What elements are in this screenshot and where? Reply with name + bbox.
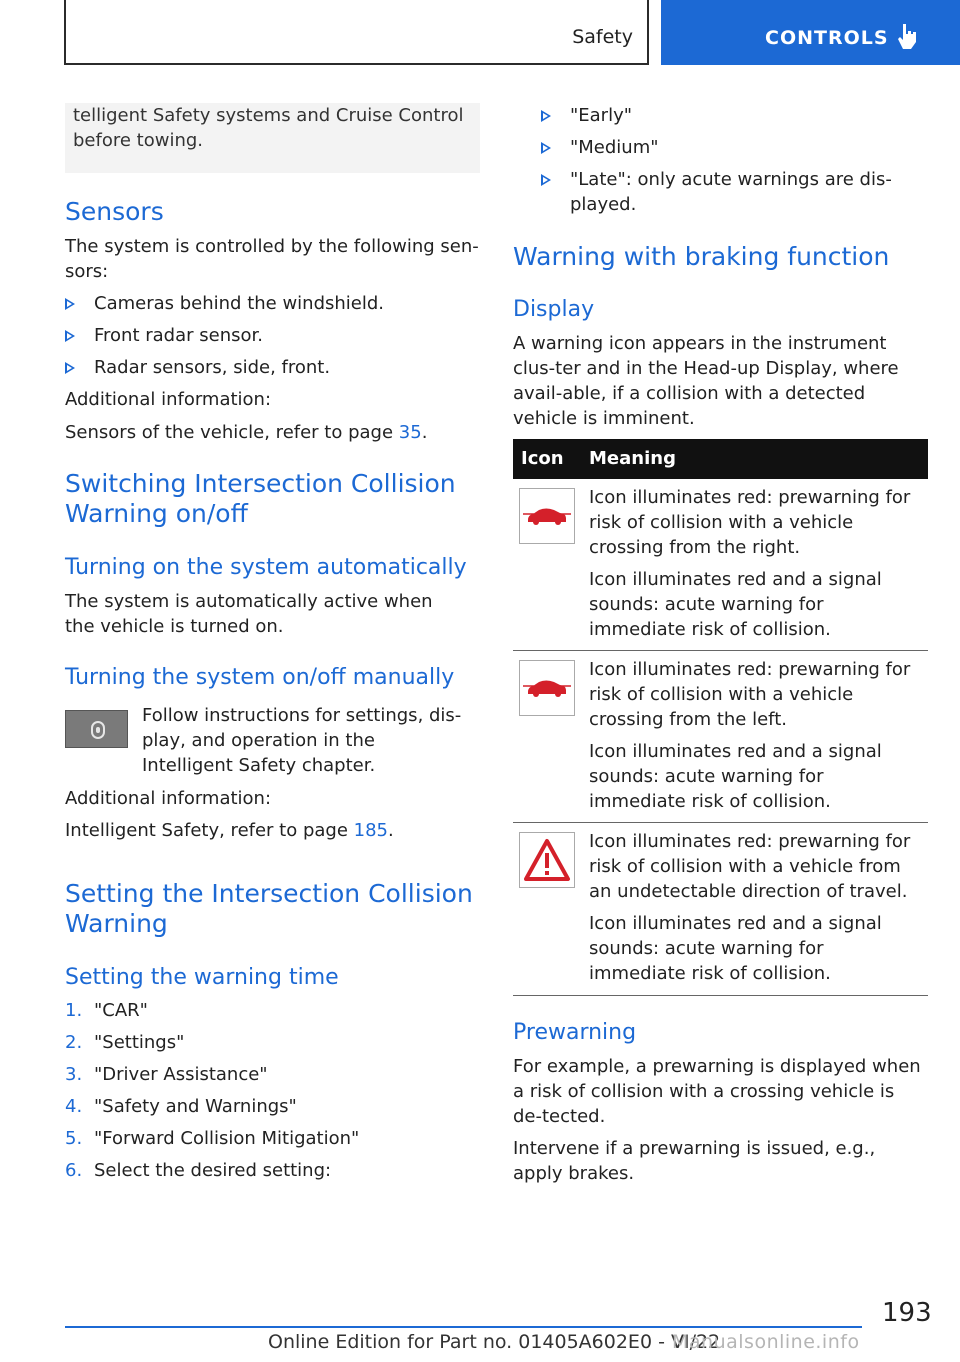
additional-info-label: Additional information: <box>65 389 272 410</box>
warning-triangle-icon <box>519 832 575 888</box>
page-number: 193 <box>882 1298 932 1328</box>
braking-heading: Warning with braking function <box>513 242 890 271</box>
list-item: Cameras behind the windshield. <box>65 291 480 316</box>
list-item: 6. Select the desired setting: <box>65 1160 332 1181</box>
table-row <box>513 651 928 823</box>
car-crossing-left-icon <box>519 660 575 716</box>
table-row <box>513 479 928 651</box>
meaning-prewarning: Icon illuminates red: prewarning for risk of collision with a vehicle crossing from the right. <box>589 487 911 558</box>
list-item: 2. "Settings" <box>65 1032 185 1053</box>
display-heading: Display <box>513 297 595 322</box>
towing-note <box>65 103 480 173</box>
manual-heading: Turning the system on/off manually <box>65 665 455 690</box>
list-item: 1. "CAR" <box>65 1000 148 1021</box>
list-item: 4. "Safety and Warnings" <box>65 1096 297 1117</box>
list-item: Front radar sensor. <box>65 323 480 348</box>
header-frame <box>64 0 649 65</box>
manual-text: Follow instructions for settings, dis-play, and operation in the Intelligent Safety chapter. <box>142 705 462 776</box>
setting-heading: Setting the Intersection Collision Warning <box>65 879 473 938</box>
chapter-title: CONTROLS <box>765 27 889 49</box>
table-row <box>513 823 928 996</box>
meaning-acute: Icon illuminates red and a signal sounds: acute warning for immediate risk of collision. <box>589 569 882 640</box>
meaning-prewarning: Icon illuminates red: prewarning for risk of collision with a vehicle crossing from the left. <box>589 659 911 730</box>
intervene-text: Intervene if a prewarning is issued, e.g., apply brakes. <box>513 1138 876 1184</box>
edition-text: Online Edition for Part no. 01405A602E0 - VI/22 <box>268 1331 721 1353</box>
list-item: Radar sensors, side, front. <box>65 355 480 380</box>
meaning-acute: Icon illuminates red and a signal sounds: acute warning for immediate risk of collision. <box>589 913 882 984</box>
additional-info-label: Additional information: <box>65 788 272 809</box>
hand-pointer-icon <box>895 22 921 50</box>
list-item: "Early" <box>541 103 928 128</box>
chapter-tab[interactable] <box>661 0 960 65</box>
meaning-prewarning: Icon illuminates red: prewarning for risk of collision with a vehicle from an undetectable direction of travel. <box>589 831 911 902</box>
list-item: 3. "Driver Assistance" <box>65 1064 268 1085</box>
column-header-meaning: Meaning <box>589 448 676 469</box>
meaning-acute: Icon illuminates red and a signal sounds: acute warning for immediate risk of collision. <box>589 741 882 812</box>
page-link-35[interactable]: 35 <box>398 422 422 443</box>
note-text: telligent Safety systems and Cruise Control before towing. <box>73 105 464 151</box>
watermark: Manualsonline.info <box>672 1331 860 1353</box>
footer-divider <box>65 1326 862 1328</box>
list-item: 5. "Forward Collision Mitigation" <box>65 1128 360 1149</box>
sensors-heading: Sensors <box>65 197 164 226</box>
list-item: "Late": only acute warnings are dis-played. <box>541 167 928 217</box>
intelligent-safety-button-icon <box>65 710 128 748</box>
prewarning-text: For example, a prewarning is displayed when a risk of collision with a crossing vehicle is de-tected. <box>513 1056 921 1127</box>
sensors-intro: The system is controlled by the following sen-sors: <box>65 236 479 282</box>
car-crossing-right-icon <box>519 488 575 544</box>
switching-heading: Switching Intersection Collision Warning on/off <box>65 469 456 528</box>
warning-time-heading: Setting the warning time <box>65 965 339 990</box>
list-item: "Medium" <box>541 135 928 160</box>
section-title: Safety <box>572 26 633 48</box>
safety-reference: Intelligent Safety, refer to page 185. <box>65 820 394 841</box>
table-header <box>513 439 928 479</box>
sensors-reference: Sensors of the vehicle, refer to page 35. <box>65 422 428 443</box>
display-text: A warning icon appears in the instrument clus-ter and in the Head-up Display, where avail-able, if a collision with a detected vehicle is imminent. <box>513 333 899 429</box>
page-link-185[interactable]: 185 <box>353 820 389 841</box>
column-header-icon: Icon <box>521 448 564 469</box>
prewarning-heading: Prewarning <box>513 1020 637 1045</box>
auto-heading: Turning on the system automatically <box>65 555 467 580</box>
auto-text: The system is automatically active when the vehicle is turned on. <box>65 591 433 637</box>
